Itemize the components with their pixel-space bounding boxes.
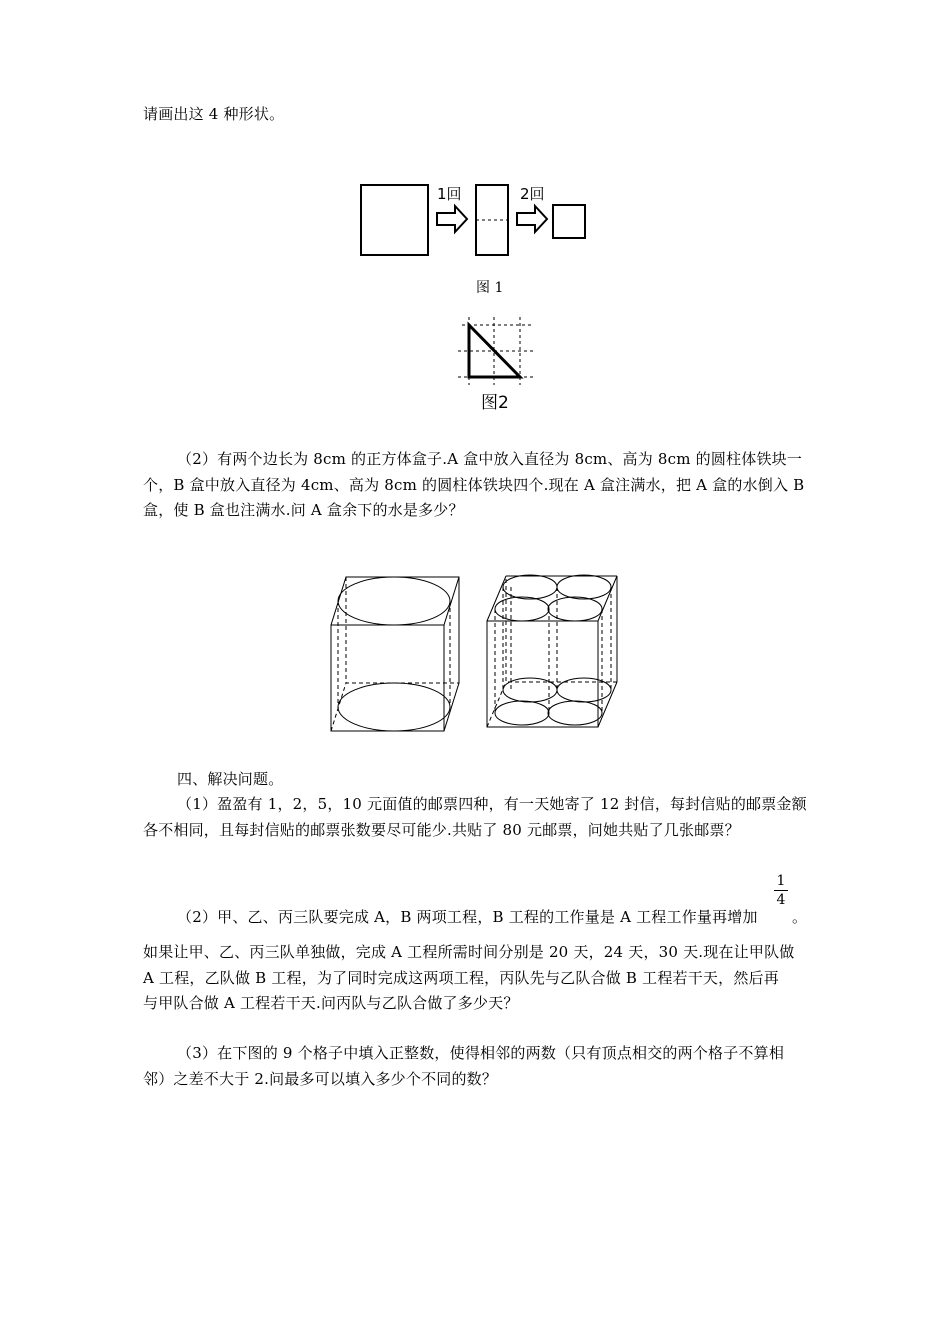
figure1-caption: 图 1 <box>476 280 504 296</box>
section4-heading: 四、解决问题。 <box>177 770 284 788</box>
q2-line-1-end: 。 <box>792 908 808 926</box>
q1-line-2: 各不相同，且每封信贴的邮票张数要尽可能少.共贴了 80 元邮票，问她共贴了几张邮票？ <box>143 821 740 839</box>
fraction-numerator: 1 <box>776 873 786 889</box>
figure2-caption: 图2 <box>481 393 509 413</box>
cylinder-bottom <box>338 683 450 731</box>
q2-fraction <box>774 873 788 908</box>
q3-line-2: 邻）之差不大于 2.问最多可以填入多少个不同的数？ <box>143 1070 498 1088</box>
q2-line-1: （2）甲、乙、丙三队要完成 A，B 两项工程，B 工程的工作量是 A 工程工作量再增加 <box>177 908 758 926</box>
box-a <box>331 577 459 731</box>
q1-line-1: （1）盈盈有 1，2，5，10 元面值的邮票四种，有一天她寄了 12 封信，每封信贴的邮票金额 <box>177 795 807 813</box>
step1-label: 1回 <box>437 185 462 203</box>
step2-label: 2回 <box>520 185 545 203</box>
q2-line-2: 如果让甲、乙、丙三队单独做，完成 A 工程所需时间分别是 20 天，24 天，30 天.现在让甲队做 <box>143 943 795 961</box>
problem-line-2: 个，B 盒中放入直径为 4cm、高为 8cm 的圆柱体铁块四个.现在 A 盒注满水，把 A 盒的水倒入 B <box>143 476 805 494</box>
q2-line-4: 与甲队合做 A 工程若干天.问丙队与乙队合做了多少天？ <box>143 994 519 1012</box>
q3-line-1: （3）在下图的 9 个格子中填入正整数，使得相邻的两数（只有顶点相交的两个格子不算相 <box>177 1044 785 1062</box>
problem-line-3: 盒，使 B 盒也注满水.问 A 盒余下的水是多少？ <box>143 501 464 519</box>
problem-line-1: （2）有两个边长为 8cm 的正方体盒子.A 盒中放入直径为 8cm、高为 8cm 的圆柱体铁块一 <box>177 450 803 468</box>
intro-text: 请画出这 4 种形状。 <box>143 105 285 123</box>
cylinder-top <box>338 577 450 625</box>
fraction-denominator: 4 <box>776 892 786 908</box>
q2-line-3: A 工程，乙队做 B 工程，为了同时完成这两项工程，丙队先与乙队合做 B 工程若干天，然后再 <box>143 969 779 987</box>
box-b <box>487 575 617 727</box>
